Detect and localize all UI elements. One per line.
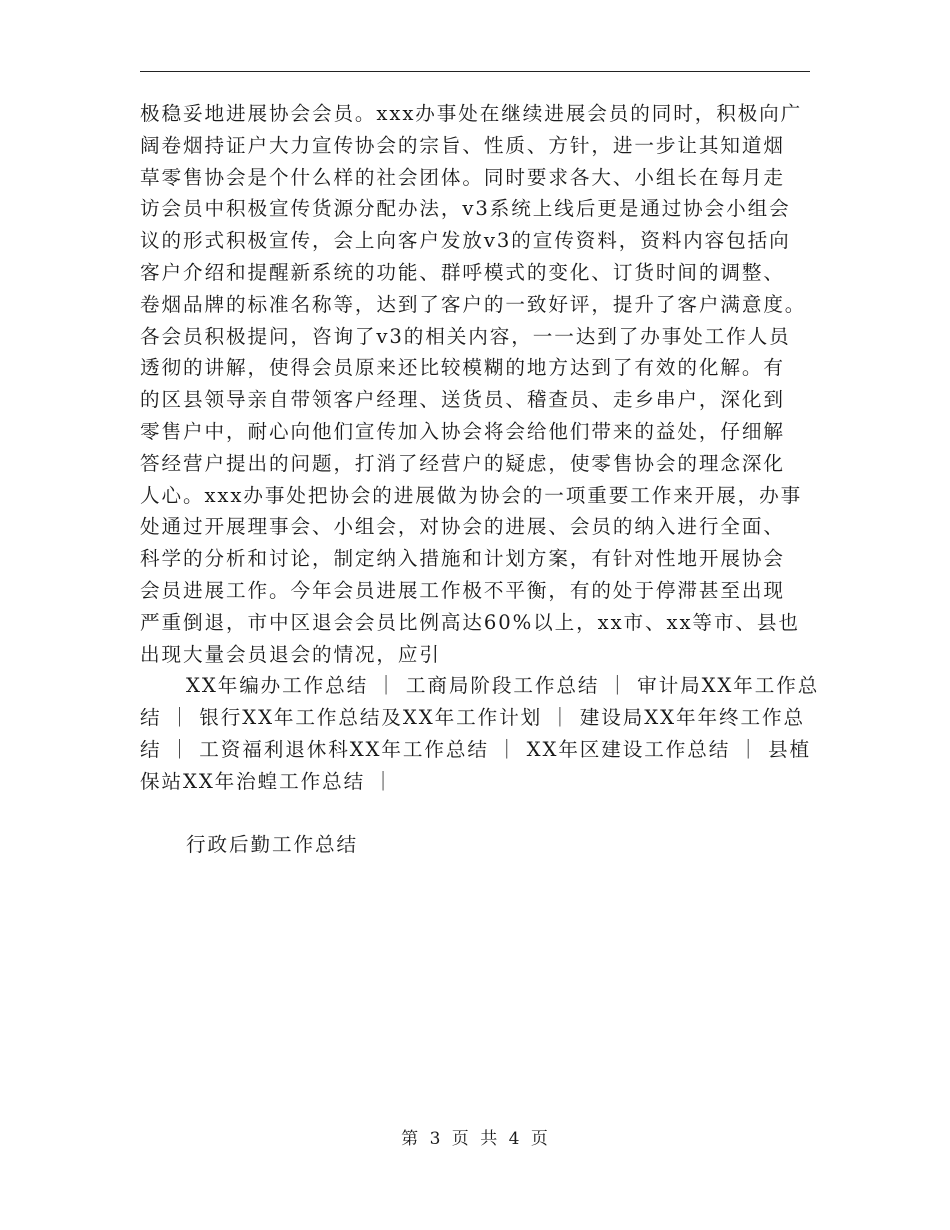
body-line: 人心。xxx办事处把协会的进展做为协会的一项重要工作来开展，办事	[140, 483, 803, 507]
body-line: 的区县领导亲自带领客户经理、送货员、稽查员、走乡串户，深化到	[140, 388, 785, 412]
body-line: 严重倒退，市中区退会会员比例高达60%以上，xx市、xx等市、县也	[140, 610, 800, 634]
body-line: 透彻的讲解，使得会员原来还比较模糊的地方达到了有效的化解。有	[140, 356, 785, 380]
document-body	[140, 98, 820, 861]
spacer	[140, 798, 812, 830]
body-line: 草零售协会是个什么样的社会团体。同时要求各大、小组长在每月走	[140, 165, 785, 189]
related-line[interactable]: 保站XX年治蝗工作总结 ｜	[140, 769, 395, 793]
body-line: 处通过开展理事会、小组会，对协会的进展、会员的纳入进行全面、	[140, 515, 785, 539]
body-line: 极稳妥地进展协会会员。xxx办事处在继续进展会员的同时，积极向广	[140, 102, 803, 125]
body-line: 阔卷烟持证户大力宣传协会的宗旨、性质、方针，进一步让其知道烟	[140, 133, 785, 157]
header-rule	[140, 71, 810, 72]
body-line: 会员进展工作。今年会员进展工作极不平衡，有的处于停滞甚至出现	[140, 578, 785, 602]
page-number: 第 3 页 共 4 页	[401, 1129, 549, 1149]
body-line: 客户介绍和提醒新系统的功能、群呼模式的变化、订货时间的调整、	[140, 260, 785, 284]
related-line[interactable]: 结 ｜ 工资福利退休科XX年工作总结 ｜ XX年区建设工作总结 ｜ 县植	[140, 737, 812, 761]
body-line: 各会员积极提问，咨询了v3的相关内容，一一达到了办事处工作人员	[140, 324, 791, 348]
body-line: 访会员中积极宣传货源分配办法，v3系统上线后更是通过协会小组会	[140, 197, 791, 221]
body-line: 科学的分析和讨论，制定纳入措施和计划方案，有针对性地开展协会	[140, 547, 785, 571]
related-line[interactable]: 结 ｜ 银行XX年工作总结及XX年工作计划 ｜ 建设局XX年年终工作总	[140, 706, 805, 730]
body-line: 议的形式积极宣传，会上向客户发放v3的宣传资料，资料内容包括向	[140, 229, 791, 253]
section-heading: 行政后勤工作总结	[186, 833, 358, 857]
body-line: 卷烟品牌的标准名称等，达到了客户的一致好评，提升了客户满意度。	[140, 292, 807, 316]
body-line: 出现大量会员退会的情况，应引	[140, 642, 441, 666]
body-line: 零售户中，耐心向他们宣传加入协会将会给他们带来的益处，仔细解	[140, 419, 785, 443]
related-line[interactable]: XX年编办工作总结 ｜ 工商局阶段工作总结 ｜ 审计局XX年工作总	[186, 674, 820, 698]
related-articles	[140, 670, 820, 797]
body-paragraph	[140, 98, 812, 670]
body-line: 答经营户提出的问题，打消了经营户的疑虑，使零售协会的理念深化	[140, 451, 785, 475]
